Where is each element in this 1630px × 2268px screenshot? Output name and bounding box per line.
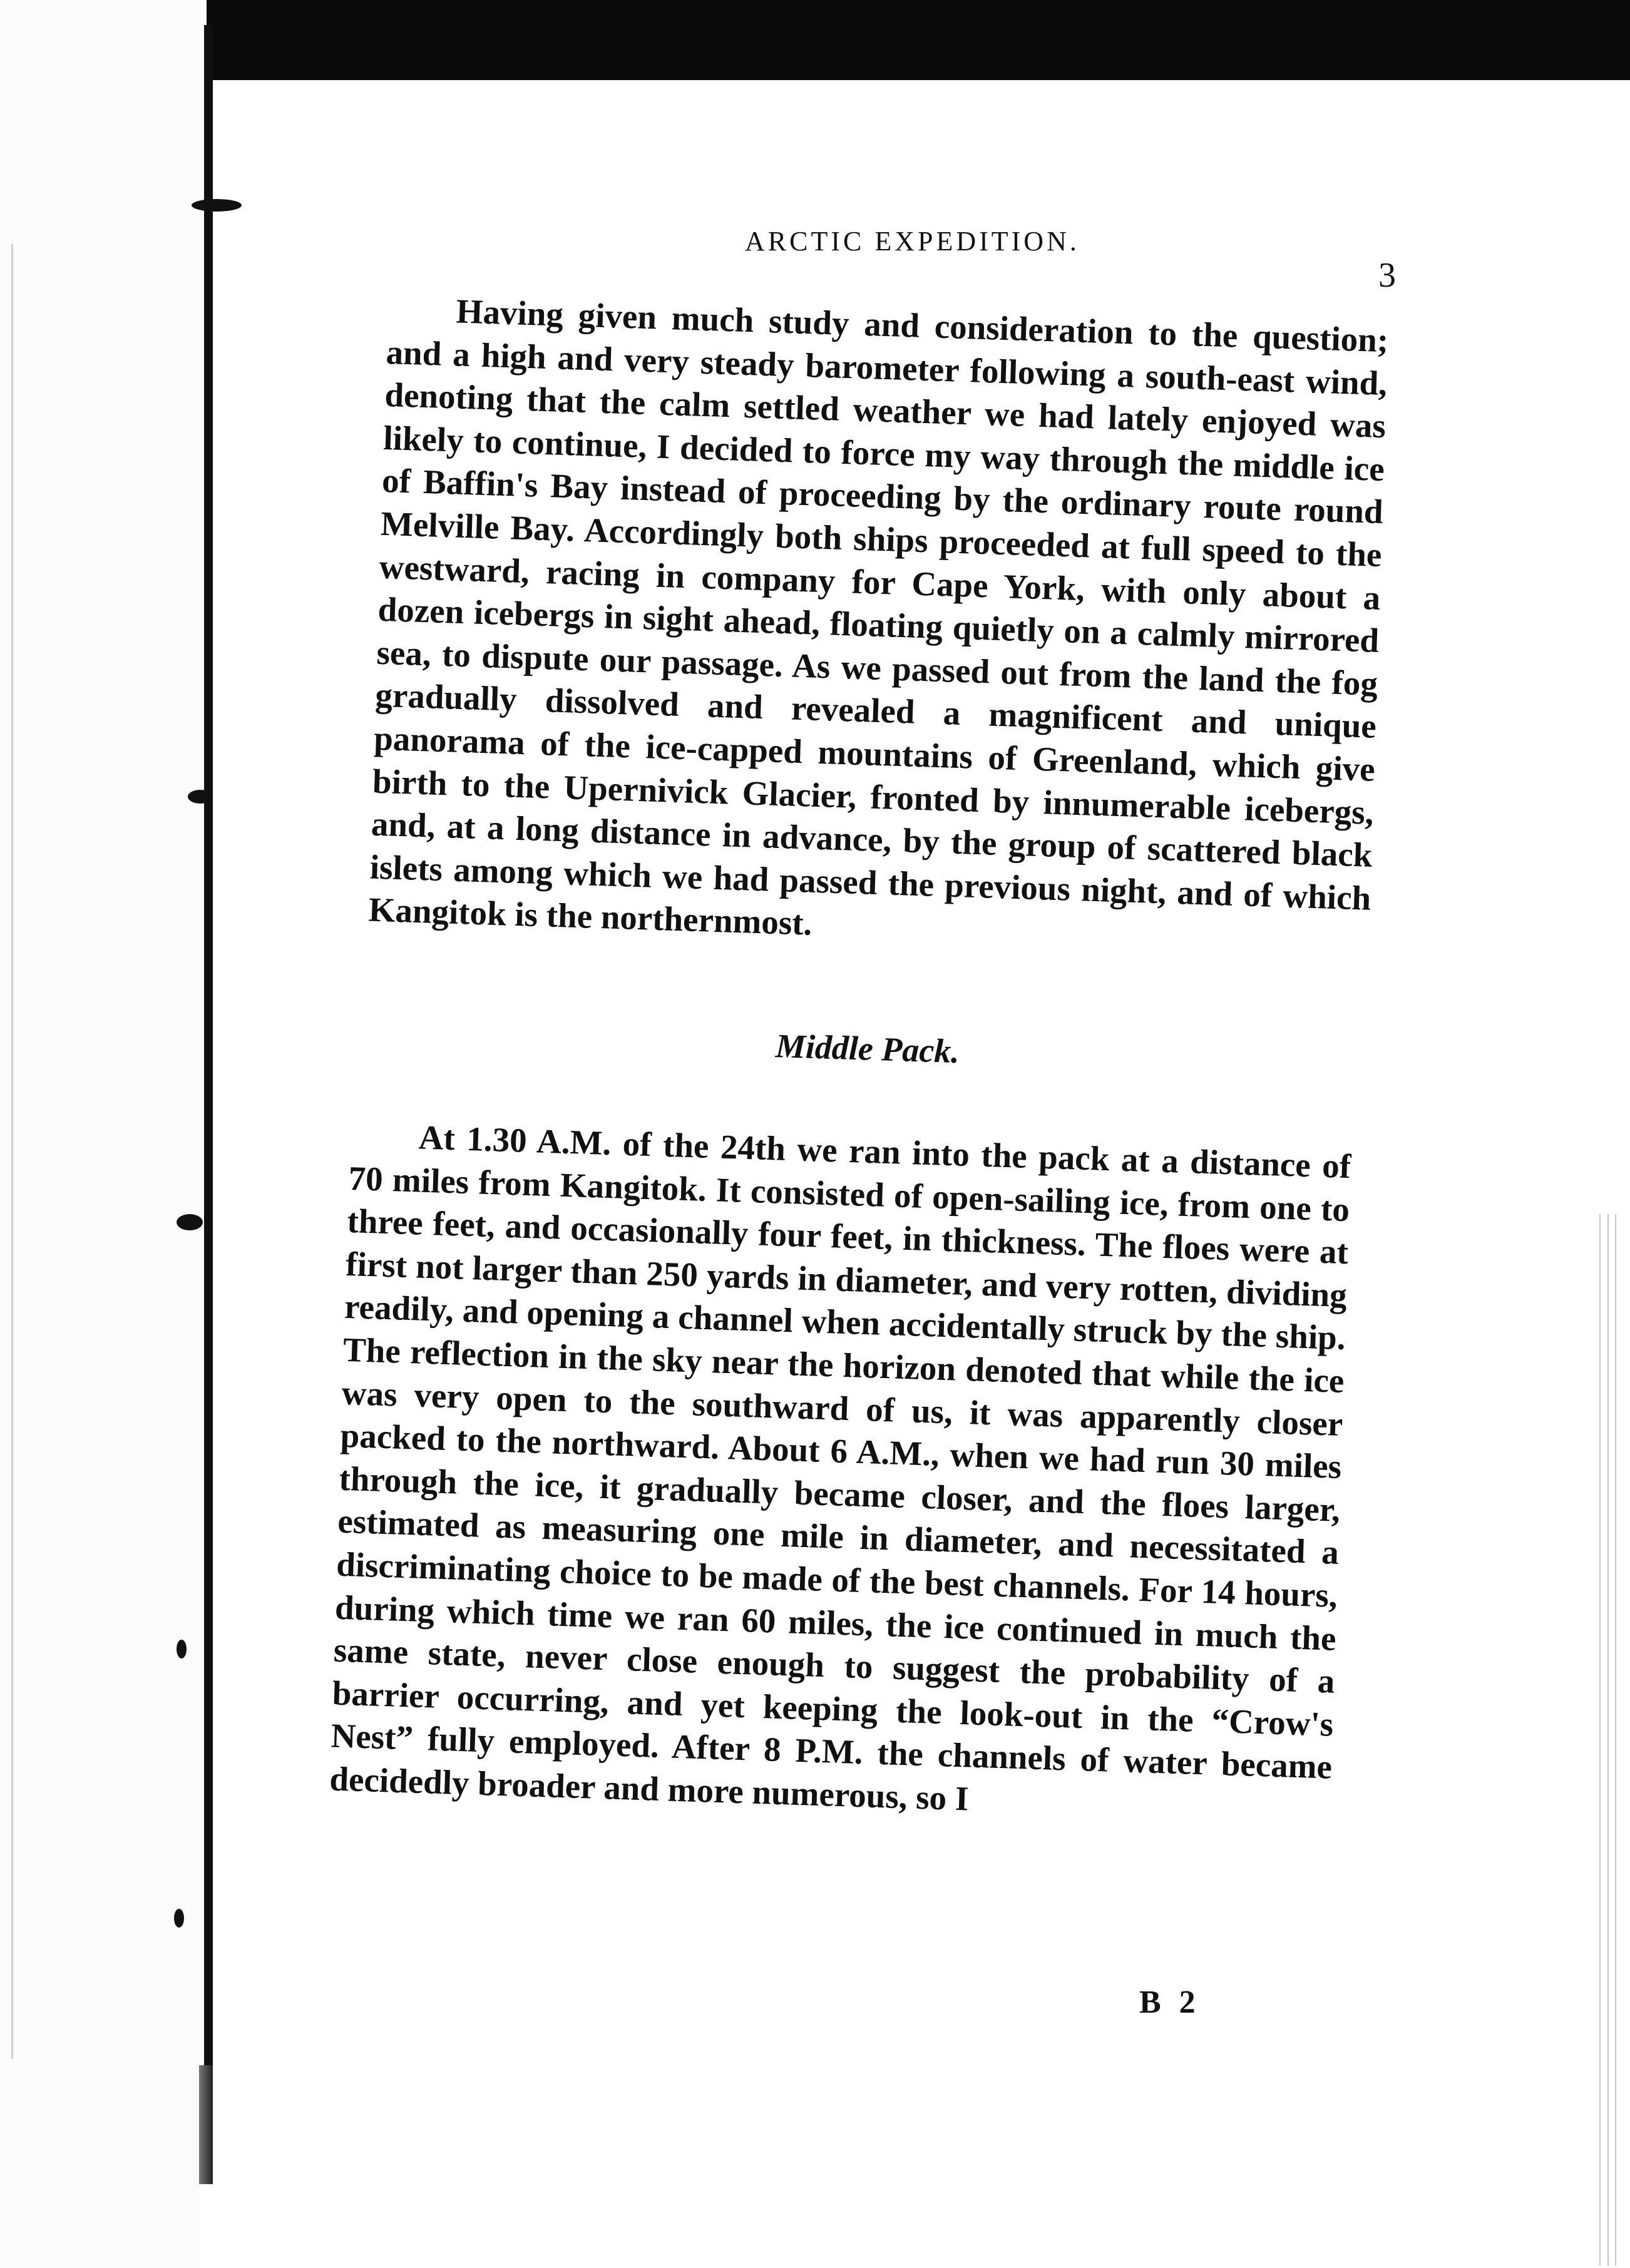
page-edge-line (1615, 1214, 1616, 2265)
binding-stitch-mark (177, 1214, 203, 1230)
body-paragraph: Having given much study and consideration to the question; and a high and very steady barometer following a south-east wind, denoting that the calm settled weather we had lately enjoyed was likely to continue, I decided to force my way through the middle ice of Baffin's Bay instead of proceeding by the ordinary route round Melville Bay. Accordingly both ships proceeded at full speed to the westward, racing in company for Cape York, with only about a dozen icebergs in sight ahead, floating quietly on a calmly mirrored sea, to dispute our passage. As we passed out from the land the fog gradually dissolved and revealed a magnificent and unique panorama of the ice-capped mountains of Greenland, which give birth to the Upernivick Glacier, fronted by innumerable icebergs, and, at a long distance in advance, by the group of scattered black islets among which we had passed the previous night, and of which Kangitok is the northernmost. (367, 292, 1390, 943)
facing-page-edge (0, 244, 13, 2059)
page-number: 3 (1378, 256, 1396, 295)
binding-stitch-mark (188, 790, 213, 804)
running-head: ARCTIC EXPEDITION. (745, 226, 1080, 257)
scan-border-top (207, 0, 1630, 80)
printer-signature-mark: B 2 (1139, 1984, 1201, 2020)
binding-stitch-mark (192, 199, 242, 212)
facing-page-remnant (0, 0, 199, 2268)
section-heading: Middle Pack. (775, 1026, 960, 1071)
binding-stitch-mark (177, 1640, 187, 1658)
binding-spine-shadow (199, 2065, 213, 2184)
page-edge-line (1599, 1214, 1601, 2265)
body-paragraph: At 1.30 A.M. of the 24th we ran into the pack at a distance of 70 miles from Kangitok. It consisted of open-sailing ice, from one to three feet, and occasionally four feet, in thickness. The floes were at first not larger than 250 yards in diameter, and very rotten, dividing readily, and opening a channel when accidentally struck by the ship. The reflection in the sky near the horizon denoted that while the ice was very open to the southward of us, it was apparently closer packed to the northward. About 6 A.M., when we had run 30 miles through the ice, it gradually became closer, and the floes larger, estimated as measuring one mile in diameter, and necessitated a discriminating choice to be made of the best channels. For 14 hours, during which time we ran 60 miles, the ice continued in much the same state, never close enough to suggest the probability of a barrier occurring, and yet keeping the look-out in the “Crow's Nest” fully employed. After 8 P.M. the channels of water became decidedly broader and more numerous, so I (329, 1118, 1352, 1818)
page-edge-line (1607, 1214, 1609, 2265)
book-page (329, 213, 1396, 2090)
binding-stitch-mark (174, 1909, 184, 1928)
binding-spine (204, 25, 213, 2178)
